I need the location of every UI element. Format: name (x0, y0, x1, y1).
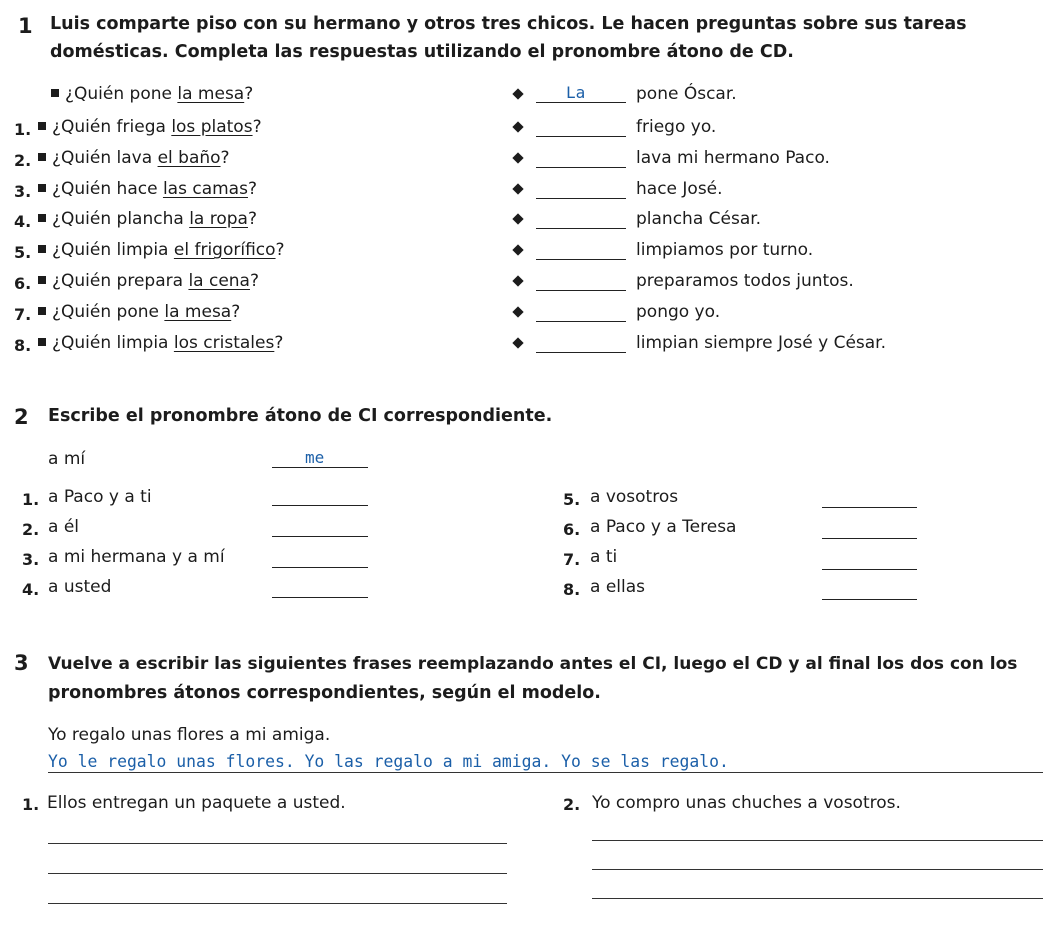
diamond-bullet-icon (512, 121, 523, 132)
item-label: a usted (48, 577, 112, 597)
answer-blank[interactable] (536, 259, 626, 260)
bullet-square-icon (38, 214, 46, 222)
diamond-bullet-icon (512, 88, 523, 99)
item-number: 3. (14, 182, 32, 201)
question: ¿Quién lava el baño? (34, 148, 230, 168)
bullet-square-icon (38, 153, 46, 161)
exercise-1-example-question: ¿Quién pone la mesa? (47, 84, 253, 104)
item-number: 4. (22, 580, 40, 599)
question: ¿Quién friega los platos? (34, 117, 262, 137)
writing-line[interactable] (48, 903, 507, 904)
item-number: 5. (14, 243, 32, 262)
exercise-3-item-2-text: Yo compro unas chuches a vosotros. (592, 793, 901, 813)
exercise-2-title: Escribe el pronombre átono de CI correspondiente. (48, 406, 553, 426)
answer-blank[interactable] (822, 538, 917, 539)
diamond-bullet-icon (512, 275, 523, 286)
item-number: 3. (22, 550, 40, 569)
exercise-1-title-line-2: domésticas. Completa las respuestas utilizando el pronombre átono de CD. (50, 42, 794, 62)
item-number: 6. (563, 520, 581, 539)
answer-tail: pongo yo. (636, 302, 721, 322)
answer-blank[interactable] (822, 507, 917, 508)
bullet-square-icon (51, 89, 59, 97)
answer-blank[interactable] (822, 569, 917, 570)
item-number: 1. (22, 490, 40, 509)
answer-tail: preparamos todos juntos. (636, 271, 854, 291)
exercise-1-example-answer: La (566, 83, 586, 102)
item-number: 1. (22, 795, 40, 814)
exercise-3-title-line-1: Vuelve a escribir las siguientes frases reemplazando antes el CI, luego el CD y al final los dos con los (48, 654, 1018, 674)
bullet-square-icon (38, 276, 46, 284)
item-number: 2. (22, 520, 40, 539)
exercise-1-number: 1 (18, 14, 33, 38)
answer-blank[interactable] (536, 290, 626, 291)
bullet-square-icon (38, 245, 46, 253)
question: ¿Quién hace las camas? (34, 179, 257, 199)
exercise-3-item-1-text: Ellos entregan un paquete a usted. (47, 793, 346, 813)
item-number: 7. (14, 305, 32, 324)
exercise-1-example-tail: pone Óscar. (636, 84, 737, 104)
item-label: a ti (590, 547, 618, 567)
item-number: 5. (563, 490, 581, 509)
answer-tail: plancha César. (636, 209, 762, 229)
answer-blank[interactable] (272, 505, 368, 506)
answer-tail: limpian siempre José y César. (636, 333, 887, 353)
item-number: 6. (14, 274, 32, 293)
item-label: a mi hermana y a mí (48, 547, 225, 567)
writing-line[interactable] (592, 840, 1043, 841)
item-number: 8. (14, 336, 32, 355)
exercise-3-example-sentence: Yo regalo unas flores a mi amiga. (48, 725, 331, 745)
writing-line[interactable] (592, 898, 1043, 899)
question: ¿Quién plancha la ropa? (34, 209, 257, 229)
exercise-3-number: 3 (14, 651, 29, 675)
item-number: 4. (14, 212, 32, 231)
item-number: 8. (563, 580, 581, 599)
exercise-2-number: 2 (14, 405, 29, 429)
item-label: a Paco y a ti (48, 487, 152, 507)
exercise-2-example-label: a mí (48, 449, 86, 469)
answer-blank[interactable] (536, 198, 626, 199)
exercise-1-title-line-1: Luis comparte piso con su hermano y otros tres chicos. Le hacen preguntas sobre sus tareas (50, 14, 967, 34)
bullet-square-icon (38, 307, 46, 315)
answer-tail: limpiamos por turno. (636, 240, 814, 260)
writing-line (48, 772, 1043, 773)
diamond-bullet-icon (512, 306, 523, 317)
item-label: a ellas (590, 577, 646, 597)
question: ¿Quién limpia los cristales? (34, 333, 283, 353)
item-number: 2. (563, 795, 581, 814)
diamond-bullet-icon (512, 183, 523, 194)
answer-blank[interactable] (536, 136, 626, 137)
bullet-square-icon (38, 122, 46, 130)
exercise-2-example-answer: me (305, 448, 325, 467)
answer-blank (536, 102, 626, 103)
writing-line[interactable] (48, 843, 507, 844)
diamond-bullet-icon (512, 337, 523, 348)
answer-blank[interactable] (822, 599, 917, 600)
answer-blank[interactable] (536, 352, 626, 353)
question: ¿Quién limpia el frigorífico? (34, 240, 285, 260)
answer-blank[interactable] (536, 228, 626, 229)
diamond-bullet-icon (512, 244, 523, 255)
exercise-3-example-answer: Yo le regalo unas flores. Yo las regalo a mi amiga. Yo se las regalo. (48, 752, 729, 771)
diamond-bullet-icon (512, 213, 523, 224)
item-label: a Paco y a Teresa (590, 517, 737, 537)
bullet-square-icon (38, 184, 46, 192)
item-number: 7. (563, 550, 581, 569)
writing-line[interactable] (48, 873, 507, 874)
answer-blank[interactable] (272, 567, 368, 568)
question: ¿Quién prepara la cena? (34, 271, 259, 291)
answer-blank (272, 467, 368, 468)
diamond-bullet-icon (512, 152, 523, 163)
item-number: 1. (14, 120, 32, 139)
answer-tail: hace José. (636, 179, 723, 199)
item-label: a vosotros (590, 487, 679, 507)
exercise-3-title-line-2: pronombres átonos correspondientes, según el modelo. (48, 683, 601, 703)
answer-blank[interactable] (536, 167, 626, 168)
answer-tail: friego yo. (636, 117, 717, 137)
item-label: a él (48, 517, 80, 537)
item-number: 2. (14, 151, 32, 170)
answer-blank[interactable] (272, 536, 368, 537)
answer-blank[interactable] (272, 597, 368, 598)
bullet-square-icon (38, 338, 46, 346)
answer-tail: lava mi hermano Paco. (636, 148, 830, 168)
answer-blank[interactable] (536, 321, 626, 322)
question: ¿Quién pone la mesa? (34, 302, 240, 322)
writing-line[interactable] (592, 869, 1043, 870)
